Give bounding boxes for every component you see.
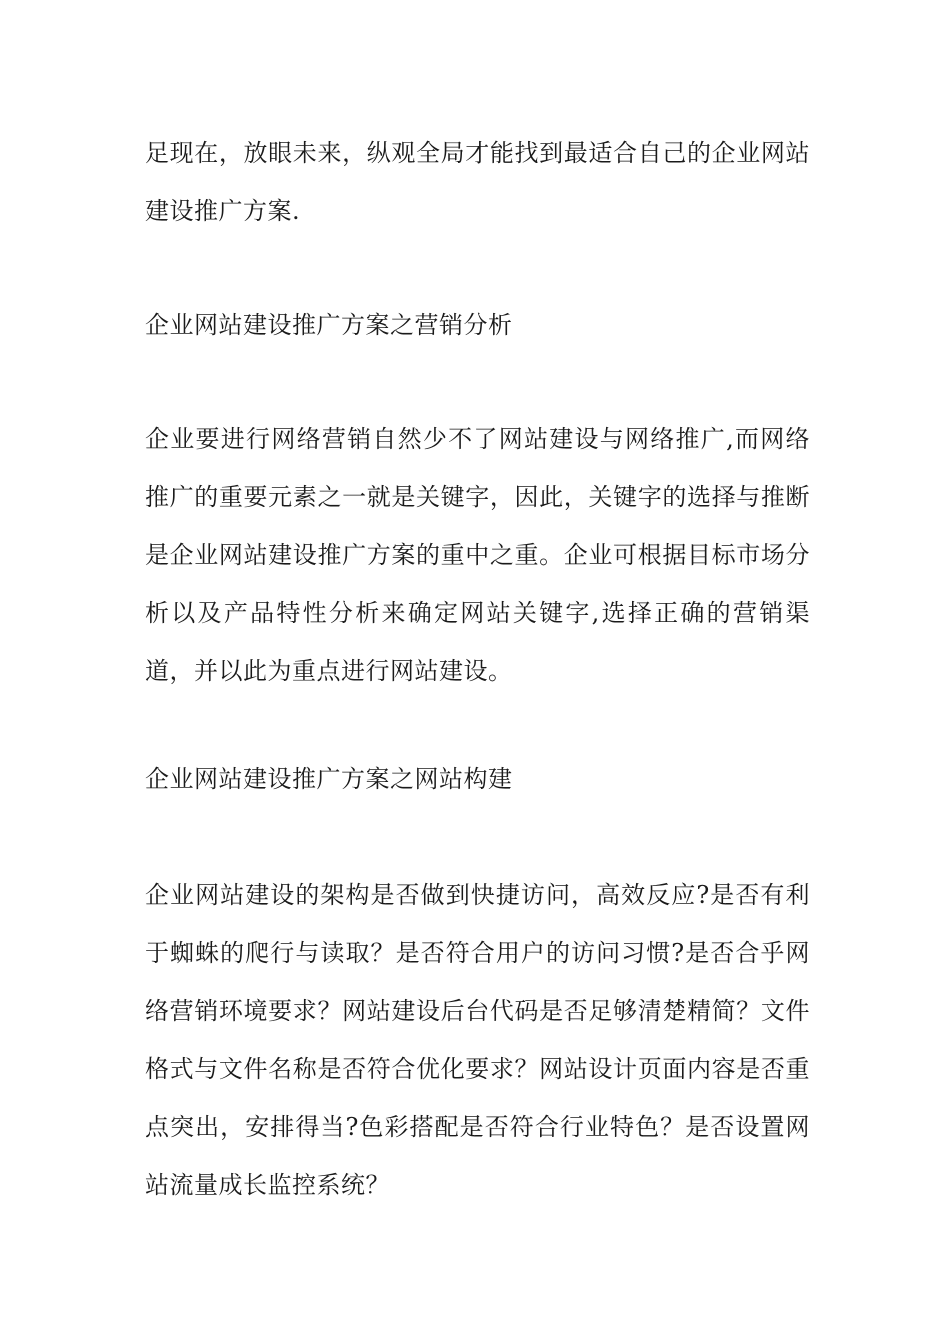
marketing-analysis-heading: 企业网站建设推广方案之营销分析 xyxy=(145,311,513,339)
site-construction-heading: 企业网站建设推广方案之网站构建 xyxy=(145,765,513,793)
intro-paragraph: 足现在，放眼未来，纵观全局才能找到最适合自己的企业网站建设推广方案. xyxy=(145,139,810,225)
marketing-analysis-paragraph: 企业要进行网络营销自然少不了网站建设与网络推广,而网络推广的重要元素之一就是关键字，因此，关键字的选择与推断是企业网站建设推广方案的重中之重。企业可根据目标市场分析以及产品特性分析来确定网站关键字,选择正确的营销渠道，并以此为重点进行网站建设。 xyxy=(145,425,810,685)
site-construction-paragraph: 企业网站建设的架构是否做到快捷访问，高效反应?是否有利于蜘蛛的爬行与读取？是否符合用户的访问习惯?是否合乎网络营销环境要求？网站建设后台代码是否足够清楚精简？文件格式与文件名称是否符合优化要求？网站设计页面内容是否重点突出，安排得当?色彩搭配是否符合行业特色？是否设置网站流量成长监控系统？ xyxy=(145,881,810,1199)
